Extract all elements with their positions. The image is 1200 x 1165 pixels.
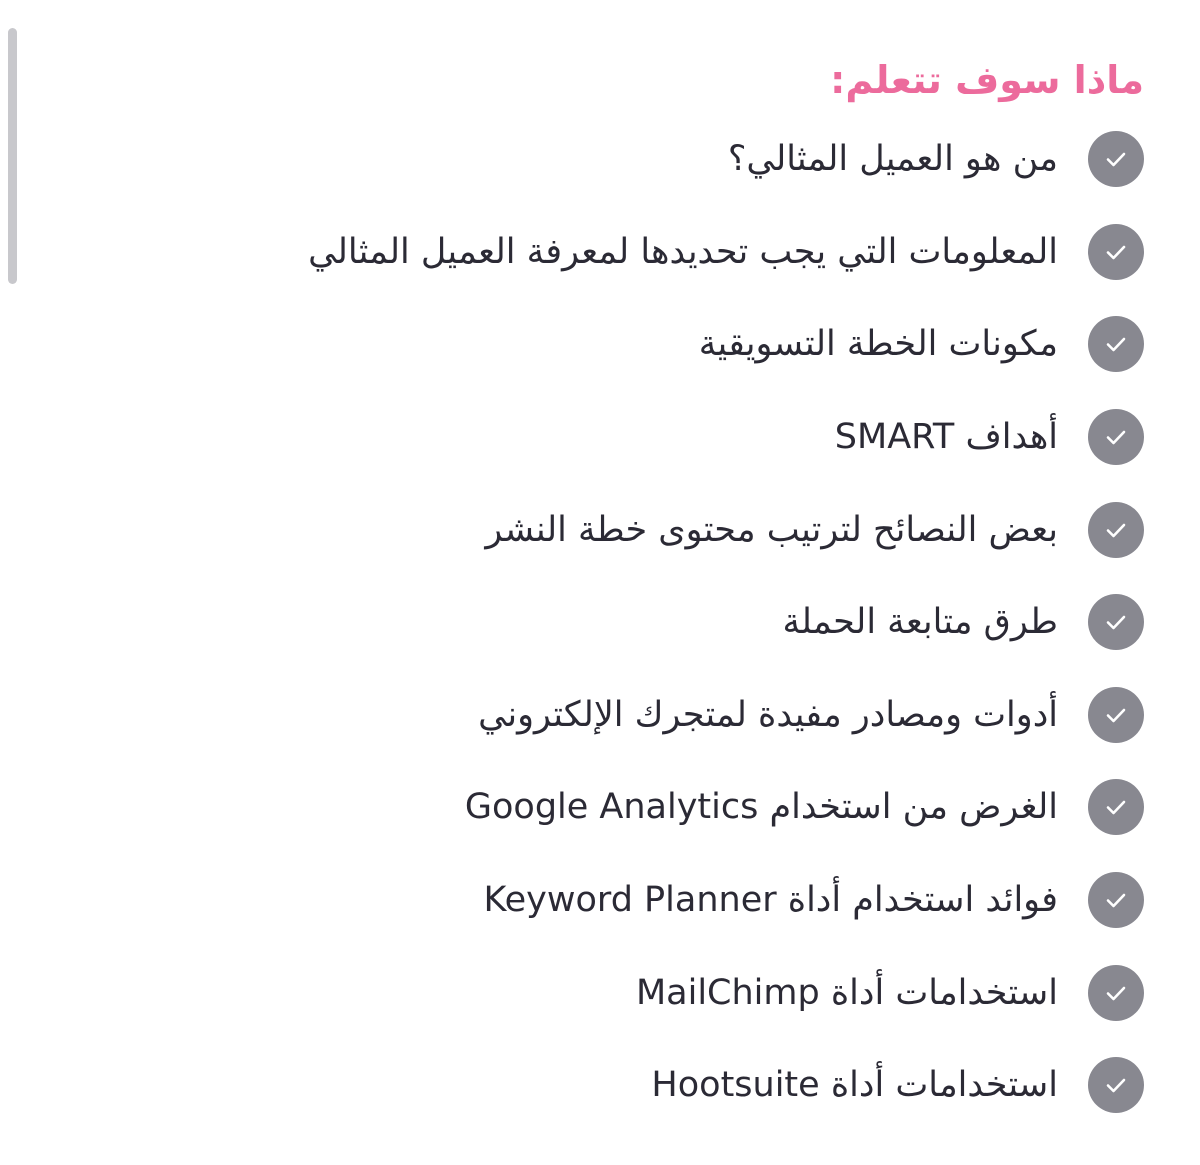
list-item: [34, 298, 1144, 391]
list-item: [34, 761, 1144, 854]
list-item: [34, 854, 1144, 947]
check-circle-icon: [1088, 409, 1144, 465]
list-item: [34, 669, 1144, 762]
list-item-label: الغرض من استخدام Google Analytics: [464, 787, 1058, 828]
list-item: [34, 946, 1144, 1039]
check-circle-icon: [1088, 872, 1144, 928]
check-circle-icon: [1088, 594, 1144, 650]
list-item-label: استخدامات أداة Hootsuite: [651, 1065, 1058, 1106]
check-circle-icon: [1088, 1057, 1144, 1113]
section-heading: ماذا سوف تتعلم:: [830, 58, 1144, 102]
list-item: [34, 576, 1144, 669]
list-item: [34, 113, 1144, 206]
list-item-label: بعض النصائح لترتيب محتوى خطة النشر: [485, 509, 1058, 550]
learning-outcomes-section: [34, 50, 1144, 1132]
list-item: [34, 483, 1144, 576]
list-item-label: أدوات ومصادر مفيدة لمتجرك الإلكتروني: [478, 694, 1058, 735]
check-circle-icon: [1088, 316, 1144, 372]
list-item-label: أهداف SMART: [834, 417, 1058, 458]
list-item: [34, 1039, 1144, 1132]
list-item-label: فوائد استخدام أداة Keyword Planner: [483, 880, 1058, 921]
outcomes-list: [34, 113, 1144, 1132]
check-circle-icon: [1088, 224, 1144, 280]
check-circle-icon: [1088, 965, 1144, 1021]
scrollbar[interactable]: [8, 28, 17, 284]
list-item-label: من هو العميل المثالي؟: [727, 139, 1058, 180]
check-circle-icon: [1088, 502, 1144, 558]
list-item-label: مكونات الخطة التسويقية: [698, 324, 1058, 365]
check-circle-icon: [1088, 779, 1144, 835]
list-item-label: استخدامات أداة MailChimp: [635, 972, 1058, 1013]
check-circle-icon: [1088, 131, 1144, 187]
check-circle-icon: [1088, 687, 1144, 743]
list-item-label: طرق متابعة الحملة: [782, 602, 1058, 643]
list-item: [34, 391, 1144, 484]
list-item-label: المعلومات التي يجب تحديدها لمعرفة العميل المثالي: [308, 231, 1058, 272]
list-item: [34, 206, 1144, 299]
